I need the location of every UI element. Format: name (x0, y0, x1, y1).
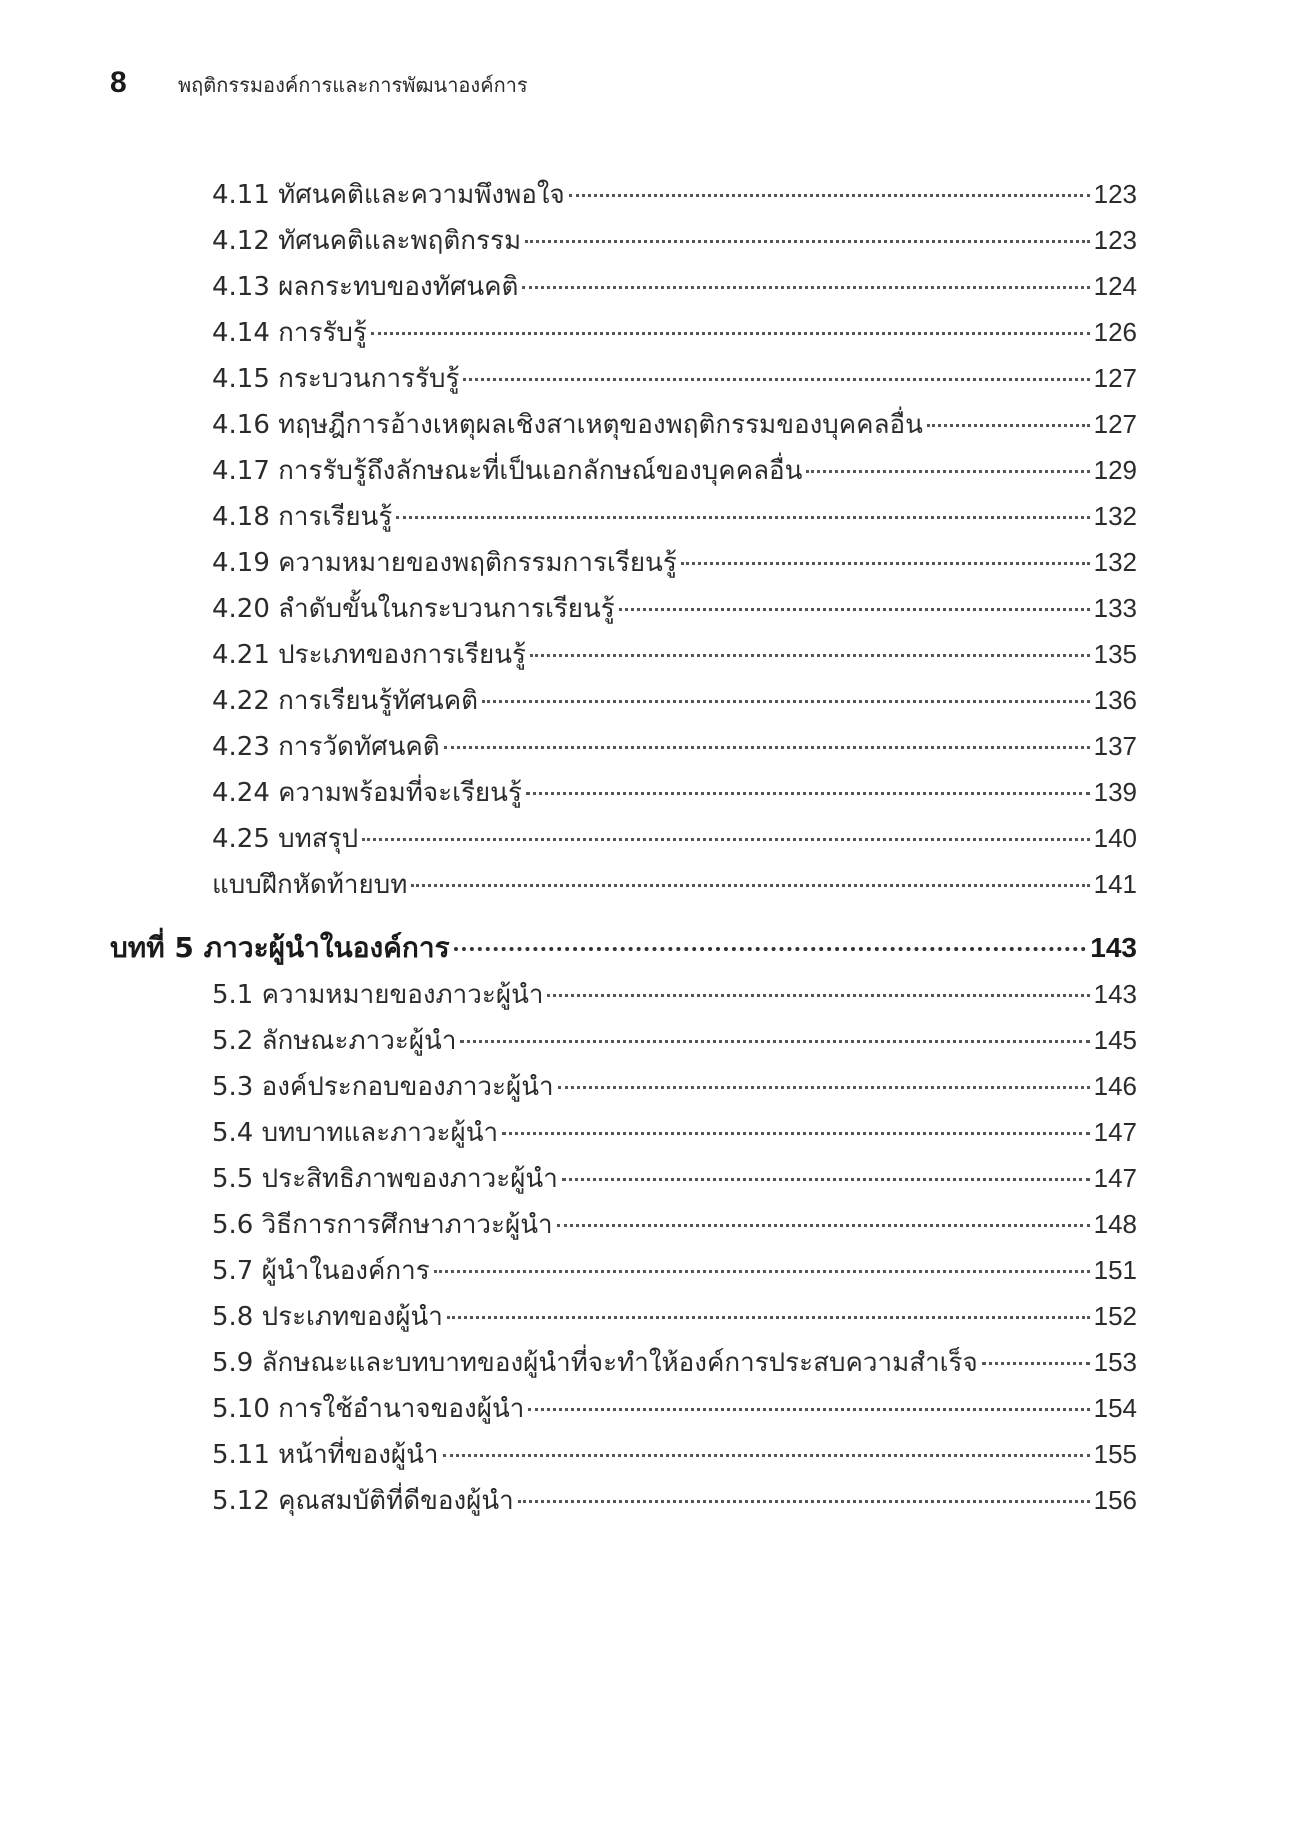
toc-entry (212, 726, 1137, 766)
toc-page-number: 148 (1093, 1209, 1137, 1239)
toc-page-number: 137 (1093, 731, 1137, 761)
toc-entry-title: 5.12 คุณสมบัติที่ดีของผู้นำ (212, 1486, 514, 1516)
toc-page-number: 155 (1093, 1439, 1137, 1469)
toc-entry-title: 5.6 วิธีการการศึกษาภาวะผู้นำ (212, 1210, 553, 1240)
book-title: พฤติกรรมองค์การและการพัฒนาองค์การ (178, 73, 528, 97)
toc-page-number: 132 (1093, 501, 1137, 531)
toc-entry-title: 4.25 บทสรุป (212, 824, 359, 854)
dot-leader (526, 791, 1090, 795)
dot-leader (528, 1407, 1089, 1411)
toc-page-number: 151 (1093, 1255, 1137, 1285)
toc-entry-title: 5.4 บทบาทและภาวะผู้นำ (212, 1118, 499, 1148)
toc-page-number: 147 (1093, 1117, 1137, 1147)
toc-entry-title: 4.12 ทัศนคติและพฤติกรรม (212, 226, 522, 256)
page-number: 8 (110, 66, 127, 99)
dot-leader (619, 607, 1090, 611)
toc-entry-title: 5.7 ผู้นำในองค์การ (212, 1256, 430, 1286)
toc-entry (212, 450, 1137, 490)
toc-entry (212, 680, 1137, 720)
toc-entry (212, 1112, 1137, 1152)
dot-leader (562, 1177, 1090, 1181)
toc-entry-title: 5.8 ประเภทของผู้นำ (212, 1302, 443, 1332)
dot-leader (460, 1039, 1089, 1043)
dot-leader (518, 1499, 1090, 1503)
toc-entry (212, 1020, 1137, 1060)
toc-chapter-heading (110, 928, 1137, 968)
dot-leader (463, 377, 1089, 381)
toc-page-number: 141 (1093, 869, 1137, 899)
dot-leader (558, 1085, 1090, 1089)
dot-leader (927, 423, 1090, 427)
toc-page-number: 147 (1093, 1163, 1137, 1193)
dot-leader (502, 1131, 1090, 1135)
dot-leader (522, 285, 1089, 289)
toc-entry-title: 4.11 ทัศนคติและความพึงพอใจ (212, 180, 565, 210)
toc-entry (212, 588, 1137, 628)
toc-entry-title: 4.19 ความหมายของพฤติกรรมการเรียนรู้ (212, 548, 677, 578)
toc-page-number: 143 (1090, 932, 1137, 963)
toc-entry-title: 4.23 การวัดทัศนคติ (212, 732, 440, 762)
toc-page-number: 153 (1093, 1347, 1137, 1377)
toc-entry-title: 4.24 ความพร้อมที่จะเรียนรู้ (212, 778, 522, 808)
dot-leader (557, 1223, 1090, 1227)
toc-entry (212, 818, 1137, 858)
toc-entry-title: 4.13 ผลกระทบของทัศนคติ (212, 272, 519, 302)
toc-page-number: 140 (1093, 823, 1137, 853)
toc-page-number: 154 (1093, 1393, 1137, 1423)
toc-page-number: 136 (1093, 685, 1137, 715)
toc-entry (212, 634, 1137, 674)
toc-page-number: 139 (1093, 777, 1137, 807)
toc-page-number: 127 (1093, 409, 1137, 439)
toc-page-number: 129 (1093, 455, 1137, 485)
toc-entry (212, 404, 1137, 444)
dot-leader (569, 193, 1090, 197)
dot-leader (530, 653, 1090, 657)
toc-page-number: 124 (1093, 271, 1137, 301)
dot-leader (547, 993, 1089, 997)
toc-entry (212, 220, 1137, 260)
toc-page-number: 133 (1093, 593, 1137, 623)
dot-leader (396, 515, 1089, 519)
toc-entry-title: 4.22 การเรียนรู้ทัศนคติ (212, 686, 478, 716)
toc-page-number: 145 (1093, 1025, 1137, 1055)
toc-page-number: 135 (1093, 639, 1137, 669)
toc-entry (212, 496, 1137, 536)
toc-entry (212, 864, 1137, 904)
toc-entry-title: 4.18 การเรียนรู้ (212, 502, 393, 532)
dot-leader (806, 469, 1089, 473)
toc-page-number: 123 (1093, 225, 1137, 255)
toc-entry-title: 5.11 หน้าที่ของผู้นำ (212, 1440, 439, 1470)
toc-entry-title: 5.3 องค์ประกอบของภาวะผู้นำ (212, 1072, 554, 1102)
toc-entry (212, 1296, 1137, 1336)
toc-page-number: 152 (1093, 1301, 1137, 1331)
toc-entry-title: บทที่ 5 ภาวะผู้นำในองค์การ (110, 931, 450, 964)
toc-entry-title: 5.1 ความหมายของภาวะผู้นำ (212, 980, 544, 1010)
running-header (110, 66, 528, 101)
toc-page-number: 156 (1093, 1485, 1137, 1515)
toc-page-number: 143 (1093, 979, 1137, 1009)
dot-leader (362, 837, 1089, 841)
toc-entry-title: 5.5 ประสิทธิภาพของภาวะผู้นำ (212, 1164, 558, 1194)
toc-entry (212, 174, 1137, 214)
toc-entry (212, 542, 1137, 582)
dot-leader (482, 699, 1090, 703)
toc-entry-title: 5.2 ลักษณะภาวะผู้นำ (212, 1026, 457, 1056)
toc-entry (212, 312, 1137, 352)
toc-entry-title: 4.17 การรับรู้ถึงลักษณะที่เป็นเอกลักษณ์ของบุคคลอื่น (212, 456, 803, 486)
toc-entry-title: 4.14 การรับรู้ (212, 318, 367, 348)
toc-entry-title: 4.16 ทฤษฎีการอ้างเหตุผลเชิงสาเหตุของพฤติกรรมของบุคคลอื่น (212, 410, 923, 440)
toc-entry (212, 1066, 1137, 1106)
dot-leader (411, 883, 1089, 887)
toc-entry (212, 974, 1137, 1014)
dot-leader (443, 1453, 1090, 1457)
dot-leader (982, 1361, 1090, 1365)
toc-entry (212, 1434, 1137, 1474)
toc-page-number: 146 (1093, 1071, 1137, 1101)
toc-page-number: 126 (1093, 317, 1137, 347)
toc-entry-title: 4.15 กระบวนการรับรู้ (212, 364, 460, 394)
dot-leader (447, 1315, 1090, 1319)
toc-page-number: 127 (1093, 363, 1137, 393)
toc-entry-title: 5.10 การใช้อำนาจของผู้นำ (212, 1394, 525, 1424)
dot-leader (525, 239, 1090, 243)
toc-entry (212, 1204, 1137, 1244)
toc-entry-title: แบบฝึกหัดท้ายบท (212, 870, 408, 900)
toc-page-number: 132 (1093, 547, 1137, 577)
toc-entry (212, 1342, 1137, 1382)
toc-entry (212, 1250, 1137, 1290)
toc-entry-title: 4.20 ลำดับขั้นในกระบวนการเรียนรู้ (212, 594, 615, 624)
toc-entry (212, 1480, 1137, 1520)
toc-entry-title: 5.9 ลักษณะและบทบาทของผู้นำที่จะทำให้องค์การประสบความสำเร็จ (212, 1348, 978, 1378)
toc-entry (212, 1388, 1137, 1428)
dot-leader (371, 331, 1090, 335)
toc-entry (212, 772, 1137, 812)
toc-entry (212, 1158, 1137, 1198)
dot-leader (444, 745, 1090, 749)
toc-page-number: 123 (1093, 179, 1137, 209)
dot-leader (434, 1269, 1090, 1273)
toc-entry (212, 358, 1137, 398)
dot-leader (681, 561, 1090, 565)
toc-entry-title: 4.21 ประเภทของการเรียนรู้ (212, 640, 526, 670)
dot-leader (454, 946, 1087, 951)
toc-entry (212, 266, 1137, 306)
